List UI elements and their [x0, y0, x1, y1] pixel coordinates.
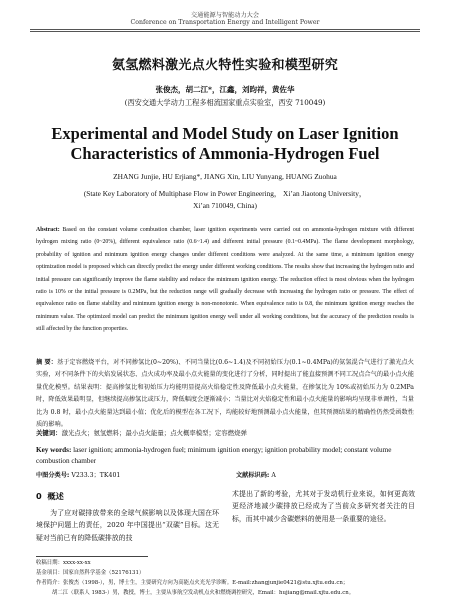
footnote-fund: 基金项目：国家自然科学基金（52176131） — [36, 570, 145, 576]
keywords-cn — [36, 428, 414, 437]
keywords-en-label: Key words: — [36, 446, 72, 454]
authors-cn: 张俊杰，胡二江*，江鑫，刘昀祥，黄佐华 — [155, 85, 295, 94]
footnote-received: 收稿日期：xxxx-xx-xx — [36, 560, 91, 566]
conference-name-en: Conference on Transportation Energy and Intelligent Power — [130, 19, 320, 26]
clc-label: 中图分类号: — [36, 472, 70, 479]
footnote-rule — [36, 556, 148, 557]
keywords-en — [36, 445, 414, 467]
doc-label: 文献标识码: — [236, 472, 270, 479]
clc-value: V233.3；TK401 — [71, 472, 121, 479]
conference-name-cn: 交通能源与智能动力大会 — [190, 12, 260, 19]
abstract-en — [36, 224, 414, 336]
clc-number — [36, 470, 120, 479]
abstract-cn — [36, 357, 414, 431]
footnote-author1: 作者简介：张俊杰（1998-），男，博士生，主要研究方向为高能点火光光学诊断。E-mail:zhangjunjie0421@stu.xjtu.edu.cn； — [36, 580, 349, 586]
keywords-cn-text: 激光点火；氨氢燃料；最小点火能量；点火概率模型；定容燃烧弹 — [61, 429, 247, 437]
section-number: 0 — [36, 491, 42, 501]
section-heading — [36, 491, 64, 502]
section-title: 概述 — [47, 491, 64, 501]
abstract-en-text: Based on the constant volume combustion chamber, laser ignition experiments were carried out on ammonia-hydrogen mixture with different hydrogen mixing ratio (0~20%), different equivalence ratio (0.6~1.4) and different initial pressure (0.1~0.4MPa). The flame development morphology, probability of ignition and minimum ignition energy changes under different conditions were analyzed. At the same time, a minimum ignition energy optimization model is proposed which can directly predict the energy under different working conditions. The results show that increasing the hydrogen ratio and initial pressure can significantly improve the flame stability and reduce the minimum ignition energy. The reduction effect is most obvious when the hydrogen ratio is 10% or the initial pressure is 0.2MPa, but the reduction range will gradually decrease with increasing the hydrogen ratio or pressure. The effect of equivalence ratio on flame stability and minimum ignition energy is non-monotonic. When equivalence ratio is 0.8, the minimum ignition energy reaches the minimum value. The optimized model can predict the minimum ignition energy well under all working conditions, but the accuracy of the prediction results is still affected by the function properties. — [36, 227, 414, 333]
header-rule — [30, 29, 420, 30]
abstract-cn-label: 摘 要： — [36, 359, 57, 366]
keywords-en-text: laser ignition; ammonia-hydrogen fuel; minimum ignition energy; ignition probability model; constant volume combustion chamber — [36, 446, 392, 465]
abstract-cn-text: 基于定容燃烧平台，对不同掺氢比(0~20%)、不同当量比(0.6~1.4)及不同初始压力(0.1~0.4MPa)的氨氢混合气进行了激光点火实验，对不同条件下的火焰发展状态、点火成功率及最小点火能量的变化进行了分析，同时提出了能直接预测不同工况点合气的最小点火能量优化模型。结果表明：提高掺氢比和初始压力均能明显提高火焰稳定性及降低最小点火能量，在掺氢比为 10%或初始压力为 0.2MPa 时，降低效果最明显，但继续提高掺氢比或压力，降低幅度会逐渐减小；当量比对火焰稳定性和最小点火能量的影响均呈现非单调性，当量比为 0.8 时，最小点火能量达到最小值；优化后的模型在各工况下，均能较好地预测最小点火能量，但其预测结果的精确性仍然受函数性质的影响。 — [36, 359, 414, 429]
footnote-author2: 胡二江（联系人 1983-）男，教授，博士，主要从事航空发动机点火和燃烧调控研究，Email：hujiang@mail.xjtu.edu.cn。 — [52, 590, 355, 596]
keywords-cn-label: 关键词： — [36, 429, 62, 437]
title-en-line1: Experimental and Model Study on Laser Ignition — [51, 124, 399, 143]
title-en-line2: Characteristics of Ammonia-Hydrogen Fuel — [70, 144, 380, 163]
affiliation-en-line1: (State Key Laboratory of Multiphase Flow in Power Engineering， Xi’an Jiaotong University， — [83, 189, 367, 198]
title-cn: 氨氢燃料激光点火特性实验和模型研究 — [111, 58, 339, 73]
body-column-right: 术提出了新的考验，尤其对于发动机行业来说，如何更高效更经济地减少碳排放已经成为了当前众多研究者关注的目标，而其中减少含碳燃料的使用是一条重要的途径。 — [232, 490, 415, 523]
affiliation-en-line2: Xi’an 710049, China) — [193, 201, 257, 210]
body-column-left — [36, 507, 219, 544]
doc-value: A — [271, 472, 276, 479]
body-left-text: 为了应对碳排放带来的全球气候影响以及体现大国在环境保护问题上的责任，2020 年中国提出“双碳”目标。这无疑对当前已有的降低碳排放的技 — [36, 509, 219, 542]
affiliation-cn: (西安交通大学动力工程多相流国家重点实验室，西安 710049) — [124, 98, 326, 107]
document-code — [236, 470, 276, 479]
abstract-en-label: Abstract: — [36, 227, 60, 233]
authors-en: ZHANG Junjie, HU Erjiang*, JIANG Xin, LIU Yunyang, HUANG Zuohua — [113, 172, 337, 181]
header-rule-thin — [30, 31, 420, 32]
